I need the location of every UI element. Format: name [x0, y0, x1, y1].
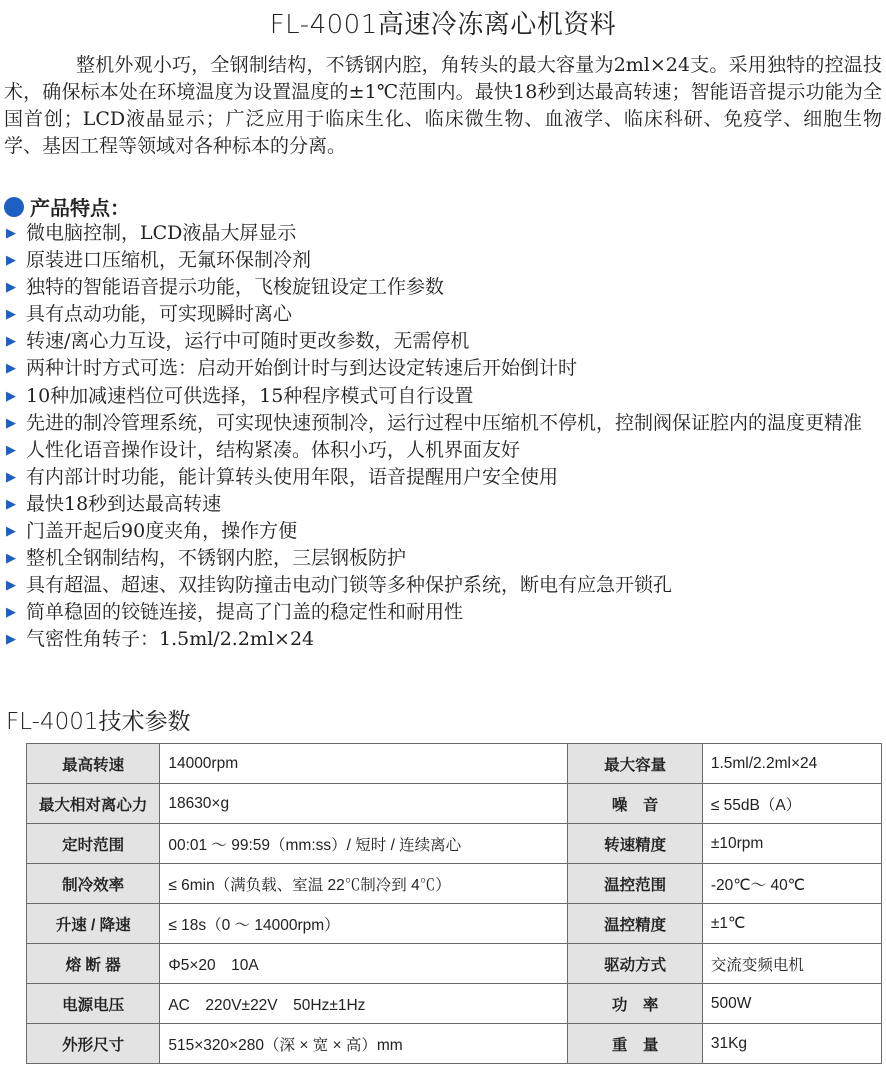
spec-row: [27, 984, 882, 1024]
feature-text: 简单稳固的铰链连接，提高了门盖的稳定性和耐用性: [26, 601, 464, 624]
spec-value: ±10rpm: [702, 824, 881, 864]
feature-text: 门盖开起后90度夹角，操作方便: [26, 520, 298, 543]
spec-value: 31Kg: [702, 1024, 881, 1064]
spec-label: 功 率: [568, 984, 702, 1024]
spec-value: 14000rpm: [160, 744, 568, 784]
spec-table: [26, 743, 882, 1064]
intro-paragraph: 整机外观小巧，全钢制结构，不锈钢内腔，角转头的最大容量为2ml×24支。采用独特的控温技术，确保标本处在环境温度为设置温度的±1℃范围内。最快18秒到达最高转速；智能语音提示功能为全国首创；LCD液晶显示；广泛应用于临床生化、临床微生物、血液学、临床科研、免疫学、细胞生物学、基因工程等领域对各种标本的分离。: [4, 54, 882, 157]
triangle-bullet-icon: ▶: [6, 442, 16, 458]
spec-label: 电源电压: [27, 984, 160, 1024]
spec-label: 转速精度: [568, 824, 702, 864]
spec-row: [27, 784, 882, 824]
spec-label: 最大容量: [568, 744, 702, 784]
spec-value: ≤ 55dB（A）: [702, 784, 881, 824]
triangle-bullet-icon: ▶: [6, 307, 16, 323]
spec-label: 温控范围: [568, 864, 702, 904]
feature-text: 微电脑控制，LCD液晶大屏显示: [26, 222, 297, 244]
feature-item: [6, 247, 886, 274]
feature-item: [6, 437, 886, 464]
triangle-bullet-icon: ▶: [6, 388, 16, 404]
bullet-dot-icon: [4, 197, 24, 217]
feature-text: 气密性角转子：1.5ml/2.2ml×24: [26, 628, 315, 651]
spec-row: [27, 744, 882, 784]
spec-value: ≤ 6min（满负载、室温 22℃制冷到 4℃）: [160, 864, 568, 904]
spec-value: 515×320×280（深 × 宽 × 高）mm: [160, 1024, 568, 1064]
feature-item: [6, 328, 886, 355]
feature-text: 转速/离心力互设，运行中可随时更改参数，无需停机: [26, 330, 470, 353]
spec-value: 18630×g: [160, 784, 568, 824]
feature-text: 整机全钢制结构，不锈钢内腔，三层钢板防护: [26, 547, 407, 570]
spec-label: 驱动方式: [568, 944, 702, 984]
triangle-bullet-icon: ▶: [6, 334, 16, 350]
spec-label: 最大相对离心力: [27, 784, 160, 824]
feature-item: [6, 355, 886, 382]
feature-item: [6, 599, 886, 626]
document-title: FL-4001高速冷冻离心机资料: [269, 10, 617, 40]
feature-item: [6, 545, 886, 572]
spec-row: [27, 864, 882, 904]
spec-label: 熔 断 器: [27, 944, 160, 984]
feature-item: [6, 301, 886, 328]
spec-table-title: FL-4001技术参数: [6, 709, 191, 735]
triangle-bullet-icon: ▶: [6, 253, 16, 269]
triangle-bullet-icon: ▶: [6, 605, 16, 621]
feature-text: 人性化语音操作设计，结构紧凑。体积小巧，人机界面友好: [26, 438, 521, 461]
feature-item: [6, 220, 886, 247]
feature-text: 最快18秒到达最高转速: [26, 492, 222, 515]
spec-value: ±1℃: [702, 904, 881, 944]
spec-label: 外形尺寸: [27, 1024, 160, 1064]
spec-value: ≤ 18s（0 ～ 14000rpm）: [160, 904, 568, 944]
feature-text: 原装进口压缩机，无氟环保制冷剂: [26, 249, 312, 272]
feature-text: 具有点动功能，可实现瞬时离心: [26, 303, 293, 326]
spec-label: 温控精度: [568, 904, 702, 944]
triangle-bullet-icon: ▶: [6, 469, 16, 485]
features-heading-label: 产品特点：: [30, 196, 130, 220]
spec-row: [27, 1024, 882, 1064]
spec-label: 最高转速: [27, 744, 160, 784]
triangle-bullet-icon: ▶: [6, 361, 16, 377]
spec-label: 制冷效率: [27, 864, 160, 904]
feature-text: 两种计时方式可选：启动开始倒计时与到达设定转速后开始倒计时: [26, 357, 578, 380]
spec-row: [27, 944, 882, 984]
spec-value: 1.5ml/2.2ml×24: [702, 744, 881, 784]
features-list: [6, 220, 886, 654]
triangle-bullet-icon: ▶: [6, 578, 16, 594]
feature-text: 先进的制冷管理系统，可实现快速预制冷，运行过程中压缩机不停机，控制阀保证腔内的温度更精准: [26, 411, 863, 434]
spec-value: AC 220V±22V 50Hz±1Hz: [160, 984, 568, 1024]
feature-item: [6, 518, 886, 545]
spec-label: 噪 音: [568, 784, 702, 824]
triangle-bullet-icon: ▶: [6, 551, 16, 567]
spec-value: -20℃～ 40℃: [702, 864, 881, 904]
feature-item: [6, 626, 886, 653]
spec-row: [27, 824, 882, 864]
spec-value: 交流变频电机: [702, 944, 881, 984]
spec-row: [27, 904, 882, 944]
triangle-bullet-icon: ▶: [6, 415, 16, 431]
feature-text: 独特的智能语音提示功能，飞梭旋钮设定工作参数: [26, 276, 445, 299]
spec-label: 升速 / 降速: [27, 904, 160, 944]
triangle-bullet-icon: ▶: [6, 280, 16, 296]
feature-text: 有内部计时功能，能计算转头使用年限，语音提醒用户安全使用: [26, 465, 559, 488]
triangle-bullet-icon: ▶: [6, 632, 16, 648]
spec-label: 定时范围: [27, 824, 160, 864]
features-heading: [4, 192, 130, 221]
feature-item: [6, 491, 886, 518]
triangle-bullet-icon: ▶: [6, 524, 16, 540]
feature-text: 10种加减速档位可供选择，15种程序模式可自行设置: [26, 384, 474, 407]
spec-value: 00:01 ～ 99:59（mm:ss）/ 短时 / 连续离心: [160, 824, 568, 864]
spec-value: 500W: [702, 984, 881, 1024]
feature-item: [6, 274, 886, 301]
spec-label: 重 量: [568, 1024, 702, 1064]
feature-item: [6, 464, 886, 491]
feature-item: [6, 410, 886, 437]
spec-value: Φ5×20 10A: [160, 944, 568, 984]
feature-item: [6, 383, 886, 410]
triangle-bullet-icon: ▶: [6, 496, 16, 512]
feature-text: 具有超温、超速、双挂钩防撞击电动门锁等多种保护系统，断电有应急开锁孔: [26, 574, 673, 597]
triangle-bullet-icon: ▶: [6, 226, 16, 241]
feature-item: [6, 572, 886, 599]
